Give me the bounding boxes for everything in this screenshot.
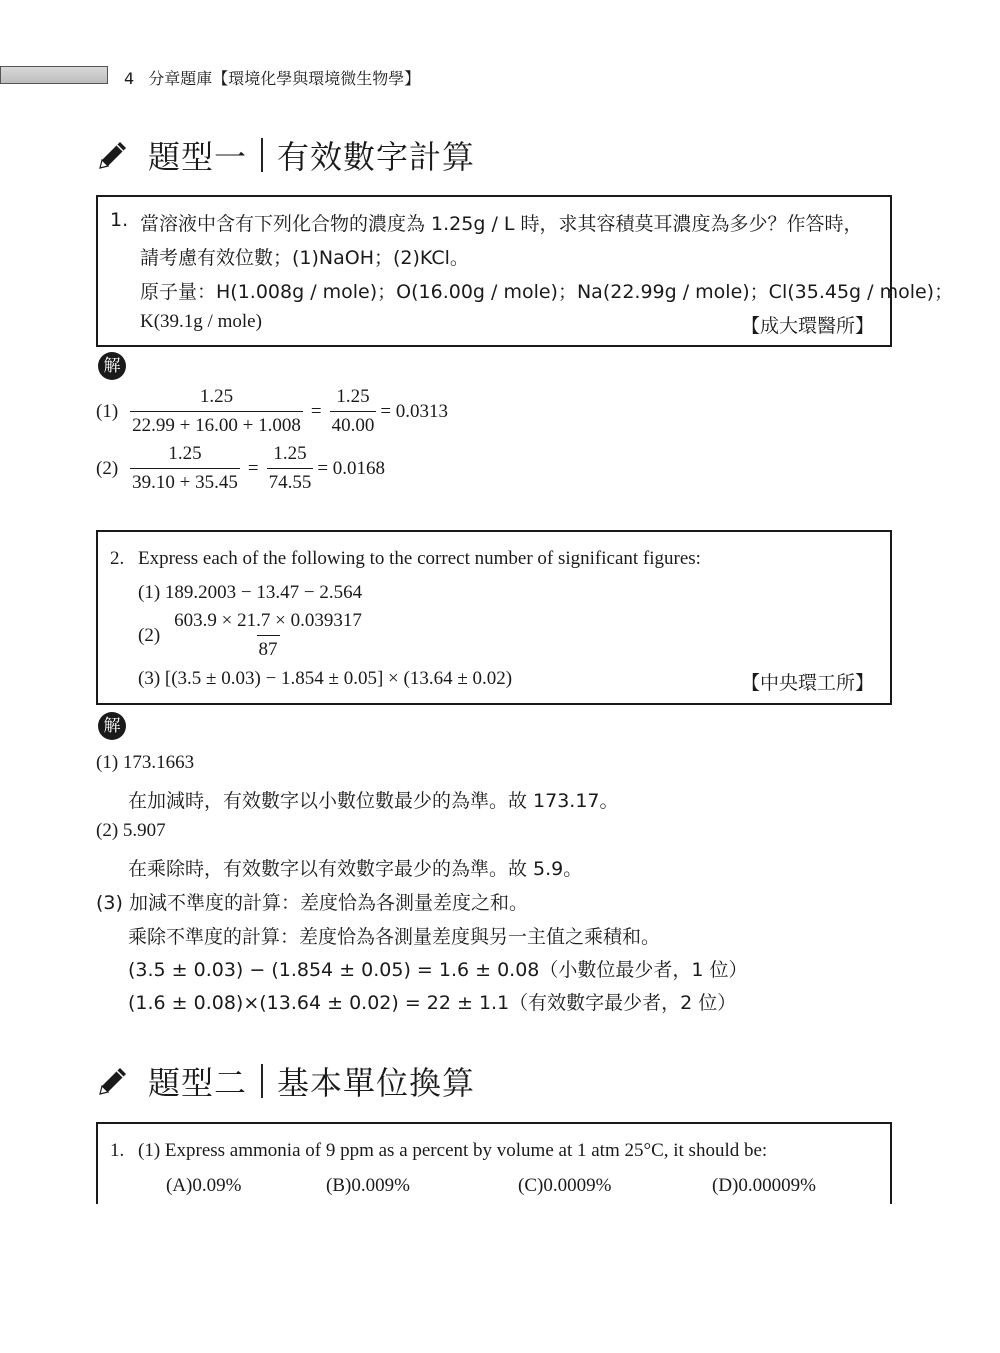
solution-badge: 解 <box>98 712 126 740</box>
section-topic: 有效數字計算 <box>277 138 476 176</box>
fraction-numerator: 603.9 × 21.7 × 0.039317 <box>174 610 362 631</box>
solution-line: 在乘除時，有效數字以有效數字最少的為準。故 5.9。 <box>128 858 583 880</box>
question-box-2 <box>96 530 892 705</box>
question-text-line: 當溶液中含有下列化合物的濃度為 1.25g / L 時，求其容積莫耳濃度為多少？作答時， <box>140 213 863 235</box>
section-heading-2 <box>96 1056 475 1106</box>
header-decor-bar <box>0 66 108 84</box>
solution-line: (3.5 ± 0.03) − (1.854 ± 0.05) = 1.6 ± 0.08（小數位最少者，1 位） <box>128 959 748 981</box>
fraction-denominator: 40.00 <box>330 411 377 437</box>
fraction-denominator: 22.99 + 16.00 + 1.008 <box>130 411 303 437</box>
fraction-denominator: 39.10 + 35.45 <box>130 468 240 494</box>
fraction-numerator: 1.25 <box>336 386 370 407</box>
solution-equation-1 <box>96 386 448 437</box>
question-text-line: 請考慮有效位數；(1)NaOH；(2)KCl。 <box>140 247 469 269</box>
question-source: 【中央環工所】 <box>740 672 874 694</box>
answer-option: (C)0.0009% <box>518 1175 612 1196</box>
equals-sign: = <box>310 400 322 422</box>
fraction <box>130 443 240 494</box>
question-item-fraction <box>138 610 368 661</box>
fraction <box>267 443 314 494</box>
section-divider <box>261 1064 263 1098</box>
question-text-line: Express each of the following to the correct number of significant figures: <box>138 548 701 569</box>
pencil-icon <box>96 138 130 172</box>
page-number: 4 <box>124 69 135 88</box>
question-source: 【成大環醫所】 <box>740 315 874 337</box>
equation-label: (1) <box>96 400 119 422</box>
answer-option: (D)0.00009% <box>712 1175 816 1196</box>
question-box-1 <box>96 195 954 347</box>
solution-line: (3) 加減不準度的計算：差度恰為各測量差度之和。 <box>96 892 528 914</box>
question-item: (3) [(3.5 ± 0.03) − 1.854 ± 0.05] × (13.64 ± 0.02) <box>138 668 513 689</box>
equals-sign: = <box>247 457 259 479</box>
question-text-line: (1) Express ammonia of 9 ppm as a percent by volume at 1 atm 25°C, it should be: <box>138 1140 768 1161</box>
fraction-numerator: 1.25 <box>168 443 202 464</box>
solution-line: (1) 173.1663 <box>96 752 195 773</box>
section-label: 題型一 <box>148 138 248 176</box>
answer-option: (A)0.09% <box>166 1175 242 1196</box>
fraction <box>172 610 364 661</box>
question-number: 1. <box>110 209 129 231</box>
solution-line: 乘除不準度的計算：差度恰為各測量差度與另一主值之乘積和。 <box>128 926 661 948</box>
question-text-line: 原子量：H(1.008g / mole)；O(16.00g / mole)；Na(22.99g / mole)；Cl(35.45g / mole)； <box>140 281 954 303</box>
fraction-denominator: 87 <box>257 635 280 661</box>
section-heading-1 <box>96 130 475 180</box>
solution-line: (1.6 ± 0.08)×(13.64 ± 0.02) = 22 ± 1.1（有效數字最少者，2 位） <box>128 992 737 1014</box>
fraction <box>330 386 377 437</box>
fraction-numerator: 1.25 <box>199 386 234 407</box>
equation-result: = 0.0168 <box>317 457 386 479</box>
answer-option: (B)0.009% <box>326 1175 410 1196</box>
question-text-line: K(39.1g / mole) <box>140 311 262 332</box>
solution-line: 在加減時，有效數字以小數位數最少的為準。故 173.17。 <box>128 790 619 812</box>
fraction-numerator: 1.25 <box>273 443 307 464</box>
fraction <box>130 386 303 437</box>
section-divider <box>261 138 263 172</box>
equation-result: = 0.0313 <box>380 400 449 422</box>
running-header <box>124 66 420 89</box>
solution-line: (2) 5.907 <box>96 820 166 841</box>
solution-badge: 解 <box>98 352 126 380</box>
question-number: 1. <box>110 1140 125 1161</box>
question-number: 2. <box>110 548 125 569</box>
section-label: 題型二 <box>148 1064 248 1102</box>
equation-label: (2) <box>138 624 161 646</box>
solution-equation-2 <box>96 443 385 494</box>
question-box-3 <box>96 1122 892 1204</box>
pencil-icon <box>96 1064 130 1098</box>
fraction-denominator: 74.55 <box>267 468 314 494</box>
book-title: 分章題庫【環境化學與環境微生物學】 <box>148 69 421 88</box>
question-item: (1) 189.2003 − 13.47 − 2.564 <box>138 582 363 603</box>
section-topic: 基本單位換算 <box>277 1064 476 1102</box>
equation-label: (2) <box>96 457 119 479</box>
